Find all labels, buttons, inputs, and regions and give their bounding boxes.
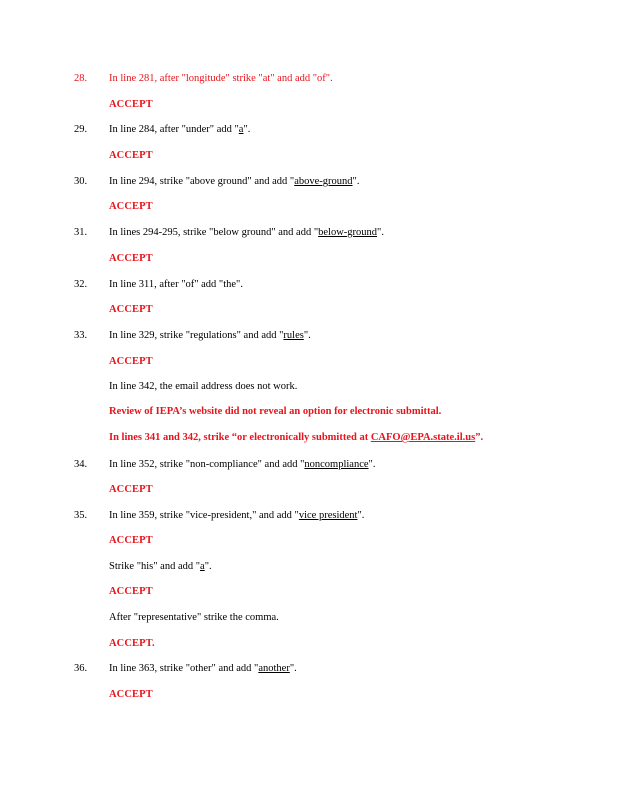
- comment-text: [109, 458, 375, 472]
- comment-segment: In line 294, strike "above ground" and add ": [109, 176, 295, 187]
- comment-segment: ".: [368, 459, 376, 470]
- comment-text: [109, 560, 212, 574]
- response-accept: ACCEPT: [109, 356, 153, 367]
- response-accept: ACCEPT: [109, 484, 153, 495]
- comment-segment: In line 329, strike "regulations" and add ": [109, 330, 284, 341]
- comment-text: [109, 329, 311, 343]
- inserted-text: rules: [283, 330, 304, 341]
- comment-text: [109, 662, 297, 676]
- comment-segment: Review of IEPA’s website did not reveal an option for electronic submittal.: [109, 406, 442, 417]
- response-accept: ACCEPT: [109, 150, 153, 161]
- comment-segment: In line 311, after "of" add "the".: [109, 279, 243, 290]
- comment-segment: In line 284, after "under" add ": [109, 124, 239, 135]
- comment-segment: ".: [377, 227, 384, 238]
- inserted-text: another: [258, 663, 290, 674]
- comment-segment: In line 342, the email address does not work.: [109, 381, 298, 392]
- comment-segment: In lines 294-295, strike "below ground" and add ": [109, 227, 319, 238]
- comment-segment: In lines 341 and 342, strike “or electronically submitted at: [109, 432, 371, 443]
- comment-text: [109, 226, 384, 240]
- comment-segment: ".: [289, 663, 297, 674]
- comment-text: [109, 175, 359, 189]
- comment-segment: In line 281, after "longitude" strike "at" and add "of".: [109, 73, 333, 84]
- inserted-text: noncompliance: [304, 459, 369, 470]
- item-number: 36.: [74, 663, 88, 674]
- comment-segment: ".: [204, 561, 212, 572]
- response-accept: ACCEPT: [109, 253, 153, 264]
- comment-segment: In line 359, strike "vice-president," and add ": [109, 510, 299, 521]
- inserted-text: a: [200, 561, 205, 572]
- comment-text: [109, 431, 483, 445]
- item-number: 30.: [74, 176, 88, 187]
- comment-segment: ".: [352, 176, 360, 187]
- comment-segment: In line 352, strike "non-compliance" and add ": [109, 459, 305, 470]
- comment-segment: After "representative" strike the comma.: [109, 612, 279, 623]
- comment-segment: In line 363, strike "other" and add ": [109, 663, 259, 674]
- comment-text: [109, 611, 279, 625]
- item-number: 32.: [74, 279, 88, 290]
- comment-text: [109, 278, 243, 292]
- inserted-text: a: [238, 124, 244, 135]
- inserted-text: vice president: [298, 510, 358, 521]
- response-accept: ACCEPT: [109, 99, 153, 110]
- comment-segment: ”.: [475, 432, 484, 443]
- comment-segment: Strike "his" and add ": [109, 561, 201, 572]
- item-number: 29.: [74, 124, 88, 135]
- inserted-text: below-ground: [318, 227, 378, 238]
- item-number: 35.: [74, 510, 88, 521]
- comment-segment: ".: [357, 510, 365, 521]
- item-number: 34.: [74, 459, 88, 470]
- comment-text: [109, 380, 297, 394]
- item-number: 28.: [74, 73, 88, 84]
- comment-text: [109, 123, 250, 137]
- comment-segment: ".: [243, 124, 251, 135]
- response-accept: ACCEPT: [109, 304, 153, 315]
- response-accept: ACCEPT: [109, 535, 153, 546]
- response-accept: ACCEPT: [109, 201, 153, 212]
- comment-segment: ".: [303, 330, 311, 341]
- item-number: 31.: [74, 227, 88, 238]
- inserted-text: above-ground: [294, 176, 353, 187]
- response-accept: ACCEPT: [109, 689, 153, 700]
- comment-text: [109, 405, 441, 419]
- response-accept: ACCEPT.: [109, 638, 155, 649]
- response-accept: ACCEPT: [109, 586, 153, 597]
- comment-text: [109, 72, 333, 86]
- inserted-text: CAFO@EPA.state.il.us: [370, 432, 476, 443]
- comment-text: [109, 509, 364, 523]
- item-number: 33.: [74, 330, 88, 341]
